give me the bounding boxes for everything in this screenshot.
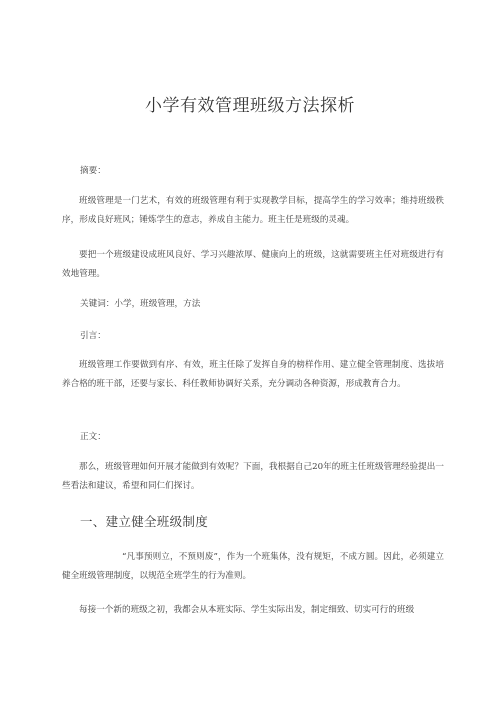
abstract-paragraph-1: 班级管理是一门艺术，有效的班级管理有利于实现教学目标，提高学生的学习效率；维持班级秩序，形成良好班风；锤炼学生的意志，养成自主能力。班主任是班级的灵魂。 <box>62 196 444 225</box>
section-heading-1: 一、建立健全班级制度 <box>80 514 209 529</box>
abstract-paragraph-2: 要把一个班级建设成班风良好、学习兴趣浓厚、健康向上的班级，这就需要班主任对班级进行有效地管理。 <box>62 250 444 279</box>
section1-paragraph-1: “凡事预则立，不预则废”，作为一个班集体，没有规矩，不成方圆。因此，必须建立健全班级管理制度，以规范全班学生的行为准则。 <box>62 552 444 581</box>
document-title: 小学有效管理班级方法探析 <box>145 96 355 116</box>
keywords-line: 关键词：小学，班级管理，方法 <box>80 299 201 309</box>
body-label: 正文： <box>80 432 106 442</box>
intro-label: 引言： <box>80 331 106 341</box>
intro-paragraph-1: 班级管理工作要做到有序、有效，班主任除了发挥自身的榜样作用、建立健全管理制度、选拔培养合格的班干部，还要与家长、科任教师协调好关系，充分调动各种资源，形成教育合力。 <box>62 360 444 389</box>
section1-paragraph-2: 每接一个新的班级之初，我都会从本班实际、学生实际出发，制定细致、切实可行的班级 <box>79 605 415 615</box>
body-paragraph-1: 那么，班级管理如何开展才能做到有效呢？下面，我根据自己20年的班主任班级管理经验提出一些看法和建议，希望和同仁们探讨。 <box>62 462 444 491</box>
abstract-label: 摘要： <box>80 166 106 176</box>
